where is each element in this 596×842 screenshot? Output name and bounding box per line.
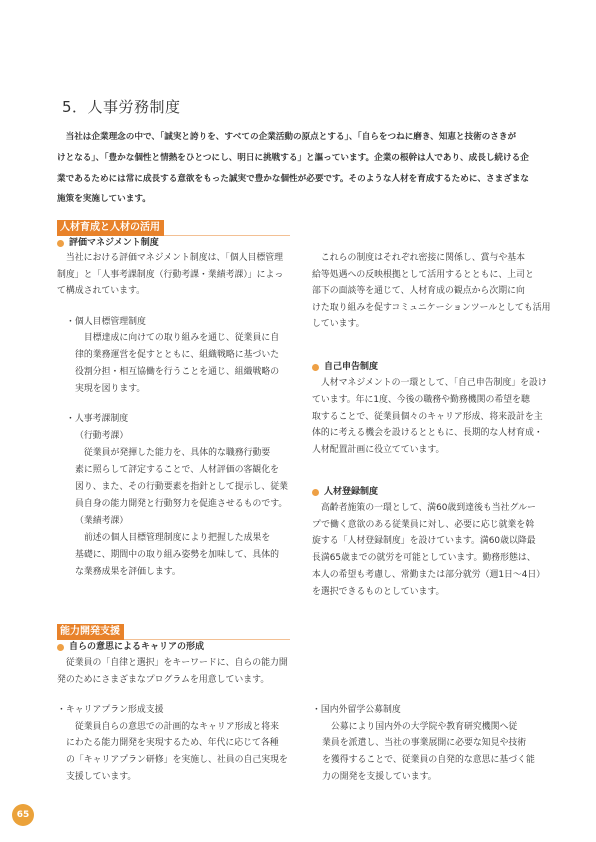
text-line: ています。年に1度、今後の職務や勤務機関の希望を聴 (312, 394, 530, 405)
text-line: 高齢者施策の一環として、満60歳到達後も当社グルー (320, 503, 536, 513)
text-line: けた取り組みを促すコミュニケーションツールとしても活用 (312, 302, 551, 313)
text-line: 公募により国内外の大学院や教育研究機関へ従 (330, 721, 518, 732)
text-line: 本人の希望も考慮し、常勤または部分就労（週1日～4日） (312, 569, 546, 580)
appraisal-paragraph (75, 428, 288, 581)
text-line: 前述の個人目標管理制度により把握した成果を (83, 532, 271, 543)
item-heading-label: ・個人目標管理制度 (66, 317, 146, 327)
text-line: 業員を派遣し、当社の事業展開に必要な知見や技術 (322, 738, 527, 749)
text-line: 目標達成に向けての取り組みを通じ、従業員に自 (83, 332, 280, 343)
item-heading-label: ・人事考課制度 (66, 414, 129, 424)
text-line: 制度」と「人事考課制度（行動考課・業績考課）」によっ (57, 269, 284, 280)
text-line: 実現を図ります。 (75, 383, 146, 394)
career-paragraph (57, 655, 288, 689)
text-line: 施策を実施しています。 (57, 194, 151, 205)
item-heading-appraisal (66, 411, 128, 428)
registration-paragraph (312, 500, 545, 600)
item-heading-study-abroad (312, 702, 401, 719)
relation-paragraph (312, 250, 550, 333)
bullet-icon (312, 489, 319, 496)
behavior-appraisal-label: （行動考課） (75, 430, 129, 441)
subsection-heading-self-report (312, 359, 378, 375)
study-abroad-paragraph (322, 719, 535, 786)
subsection-heading-evaluation (57, 235, 159, 251)
section-header-talent: 人材育成と人材の活用 (57, 220, 164, 236)
text-line: 人材配置計画に役立てています。 (312, 445, 445, 456)
bullet-icon (57, 240, 64, 247)
text-line: 支援しています。 (66, 771, 137, 782)
text-line: プで働く意欲のある従業員に対し、必要に応じ就業を斡 (312, 519, 535, 530)
text-line: 図り、また、その行動要素を指針として提示し、従業 (75, 481, 288, 492)
evaluation-paragraph (57, 250, 283, 300)
item-heading-label: ・国内外留学公募制度 (312, 705, 401, 715)
text-line: 素に照らして評定することで、人材評価の客観化を (75, 464, 279, 475)
text-line: しています。 (312, 319, 365, 330)
text-line: 律的業務運営を促すとともに、組織戦略に基づいた (75, 349, 280, 360)
text-line: 員自身の能力開発と行動努力を促進させるものです。 (75, 498, 288, 509)
text-line: 発のためにさまざまなプログラムを用意しています。 (57, 674, 270, 685)
text-line: これらの制度はそれぞれ密接に関係し、賞与や基本 (320, 253, 526, 263)
item-heading-label: ・キャリアプラン形成支援 (57, 705, 164, 715)
page-title: 5．人事労務制度 (62, 98, 181, 116)
text-line: 取することで、従業員個々のキャリア形成、将来設計を主 (312, 411, 543, 422)
text-line: 役割分担・相互協働を行うことを通じ、組織戦略の (75, 366, 280, 377)
text-line: けとなる」、「豊かな個性と情熱をひとつにし、明日に挑戦する」と謳っています。企業の根幹は人であり、成長し続ける企 (57, 152, 529, 163)
subsection-heading-label: 自己申告制度 (324, 362, 379, 372)
text-line: 長満65歳までの就労を可能としています。勤務形態は、 (312, 553, 536, 564)
bullet-icon (312, 364, 319, 371)
text-line: 当社における評価マネジメント制度は、「個人目標管理 (65, 253, 284, 263)
text-line: 部下の面談等を通じて、人材育成の観点から次期に向 (312, 286, 525, 297)
text-line: 人材マネジメントの一環として、「自己申告制度」を設け (320, 378, 547, 388)
text-line: 従業員自らの意思での計画的なキャリア形成と将来 (74, 721, 280, 732)
section-header-development: 能力開発支援 (57, 624, 124, 640)
item-heading-career-plan (57, 702, 164, 719)
page-number-badge: 65 (12, 804, 34, 826)
text-line: 力の開発を支援しています。 (322, 771, 437, 782)
text-line: 業であるためには常に成長する意欲をもった誠実で豊かな個性が必要です。そのような人材を育成するために、さまざまな (57, 173, 529, 184)
subsection-heading-registration (312, 484, 378, 500)
text-line: て構成されています。 (57, 286, 146, 297)
personal-goal-paragraph (75, 330, 279, 398)
text-line: にわたる能力開発を実現するため、年代に応じて各種 (66, 738, 279, 749)
performance-appraisal-label: （業績考課） (75, 515, 129, 526)
text-line: を獲得することで、従業員の自発的な意思に基づく能 (322, 755, 535, 766)
text-line: 給等処遇への反映根拠として活用するとともに、上司と (312, 269, 534, 280)
subsection-heading-label: 人材登録制度 (324, 487, 379, 497)
text-line: 基礎に、期間中の取り組み姿勢を加味して、具体的 (75, 549, 279, 560)
text-line: な業務成果を評価します。 (75, 566, 181, 577)
bullet-icon (57, 644, 64, 651)
subsection-heading-label: 自らの意思によるキャリアの形成 (69, 642, 205, 652)
intro-paragraph (57, 127, 529, 210)
item-heading-personal-goal (66, 314, 146, 331)
text-line: を選択できるものとしています。 (312, 586, 445, 597)
subsection-heading-label: 評価マネジメント制度 (69, 238, 159, 248)
text-line: 体的に考える機会を設けるとともに、長期的な人材育成・ (312, 428, 543, 439)
text-line: 従業員が発揮した能力を、具体的な職務行動要 (83, 447, 271, 458)
subsection-heading-career (57, 639, 204, 655)
text-line: の「キャリアプラン研修」を実施し、社員の自己実現を (66, 755, 288, 766)
text-line: 従業員の「自律と選択」をキーワードに、自らの能力開 (65, 658, 288, 668)
text-line: 当社は企業理念の中で、「誠実と誇りを、すべての企業活動の原点とする」、「自らをつねに磨き、知恵と技術のさきが (65, 132, 517, 142)
self-report-paragraph (312, 375, 547, 459)
text-line: 旋する「人材登録制度」を設けています。満60歳以降最 (312, 536, 536, 547)
career-plan-paragraph (66, 719, 288, 786)
